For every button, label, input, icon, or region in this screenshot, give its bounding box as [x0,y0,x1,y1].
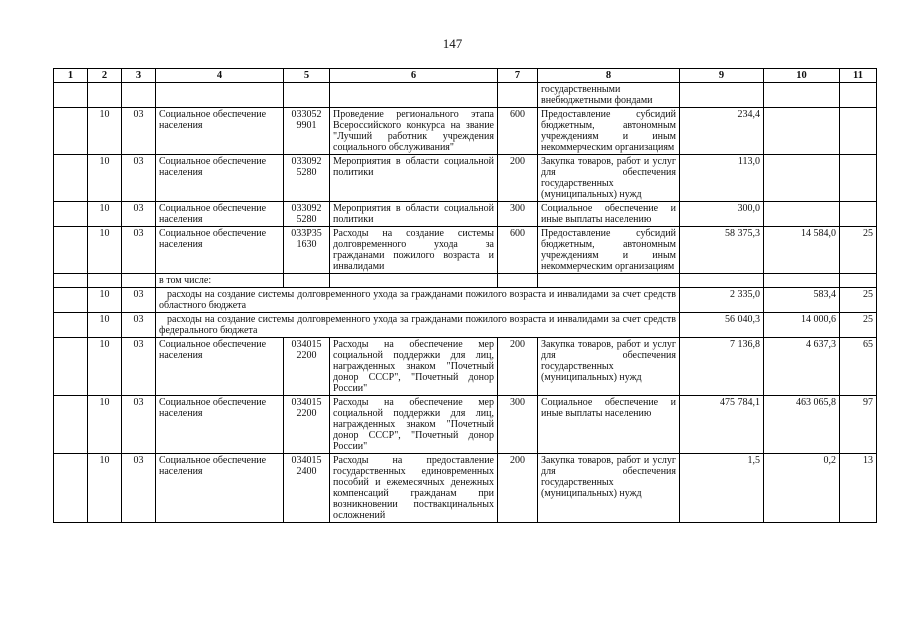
cell-subsection: 03 [122,454,156,523]
cell-amount-2 [764,108,840,155]
col-header-1: 1 [54,69,88,83]
cell-section: 10 [88,313,122,338]
cell-target-code: 033052 9901 [284,108,330,155]
col-header-7: 7 [498,69,538,83]
cell-amount: 1,5 [680,454,764,523]
including-label: в том числе: [156,274,284,288]
table-row-sub [54,288,877,313]
cell-expense-type: государственными внебюджетными фондами [538,83,680,108]
col-header-6: 6 [330,69,498,83]
cell-subsection: 03 [122,338,156,396]
cell-section-name: Социальное обеспечение населения [156,227,284,274]
cell-amount: 234,4 [680,108,764,155]
cell-expense-type: Закупка товаров, работ и услуг для обеспечения государственных (муниципальных) нужд [538,454,680,523]
cell-section-name: Социальное обеспечение населения [156,155,284,202]
cell-expense-type: Социальное обеспечение и иные выплаты населению [538,396,680,454]
cell-amount: 300,0 [680,202,764,227]
cell-amount: 475 784,1 [680,396,764,454]
page-number: 147 [442,36,463,51]
cell-expense-type: Закупка товаров, работ и услуг для обеспечения государственных (муниципальных) нужд [538,155,680,202]
cell-section-name: Социальное обеспечение населения [156,338,284,396]
cell-section: 10 [88,108,122,155]
cell-percent [840,155,877,202]
table-row-continuation [54,83,877,108]
cell-target-code: 033092 5280 [284,155,330,202]
cell-subsection: 03 [122,288,156,313]
cell-percent: 97 [840,396,877,454]
table-row-including [54,274,877,288]
cell-amount: 7 136,8 [680,338,764,396]
cell-section: 10 [88,288,122,313]
cell-expense-type: Закупка товаров, работ и услуг для обеспечения государственных (муниципальных) нужд [538,338,680,396]
cell-amount-2: 583,4 [764,288,840,313]
cell-section: 10 [88,338,122,396]
cell-subsection: 03 [122,108,156,155]
cell-section: 10 [88,202,122,227]
cell-expense-type: Социальное обеспечение и иные выплаты населению [538,202,680,227]
col-header-3: 3 [122,69,156,83]
cell-subsection: 03 [122,396,156,454]
cell-subsection: 03 [122,313,156,338]
cell-target-code: 034015 2200 [284,396,330,454]
cell-percent [840,108,877,155]
cell-target-name: Мероприятия в области социальной политики [330,202,498,227]
col-header-11: 11 [840,69,877,83]
cell-amount: 2 335,0 [680,288,764,313]
cell-amount: 113,0 [680,155,764,202]
cell-target-name: Расходы на предоставление государственных единовременных пособий и ежемесячных денежных компенсаций гражданам при возникновении поствакцинальных осложнений [330,454,498,523]
cell-section-name: Социальное обеспечение населения [156,202,284,227]
cell-percent: 25 [840,313,877,338]
cell-amount-2: 463 065,8 [764,396,840,454]
cell-amount-2 [764,155,840,202]
table-row-sub [54,313,877,338]
table-row [54,108,877,155]
col-header-2: 2 [88,69,122,83]
table-row [54,454,877,523]
cell-subsection: 03 [122,227,156,274]
cell-target-code: 034015 2200 [284,338,330,396]
cell-amount-2: 4 637,3 [764,338,840,396]
budget-table [53,68,877,523]
cell-section-name: Социальное обеспечение населения [156,108,284,155]
cell-target-code: 033P35 1630 [284,227,330,274]
table-row [54,227,877,274]
cell-subsection: 03 [122,202,156,227]
cell-amount: 58 375,3 [680,227,764,274]
cell-sub-description: расходы на создание системы долговременного ухода за гражданами пожилого возраста и инвалидами за счет средств областного бюджета [156,288,680,313]
cell-amount-2: 14 000,6 [764,313,840,338]
cell-subsection: 03 [122,155,156,202]
col-header-4: 4 [156,69,284,83]
cell-target-name: Расходы на обеспечение мер социальной поддержки для лиц, награжденных знаком "Почетный донор СССР", "Почетный донор России" [330,338,498,396]
cell-expense-code: 200 [498,155,538,202]
cell-target-code: 033092 5280 [284,202,330,227]
cell-expense-type: Предоставление субсидий бюджетным, автономным учреждениям и иным некоммерческим организациям [538,108,680,155]
cell-target-name: Мероприятия в области социальной политики [330,155,498,202]
cell-sub-description: расходы на создание системы долговременного ухода за гражданами пожилого возраста и инвалидами за счет средств федерального бюджета [156,313,680,338]
cell-amount: 56 040,3 [680,313,764,338]
cell-expense-code: 600 [498,108,538,155]
cell-percent: 65 [840,338,877,396]
cell-expense-type: Предоставление субсидий бюджетным, автономным учреждениям и иным некоммерческим организациям [538,227,680,274]
cell-target-name: Проведение регионального этапа Всероссийского конкурса на звание "Лучший работник учреждения социального обслуживания" [330,108,498,155]
col-header-10: 10 [764,69,840,83]
cell-percent: 25 [840,227,877,274]
col-header-9: 9 [680,69,764,83]
cell-amount-2: 0,2 [764,454,840,523]
cell-amount-2 [764,202,840,227]
cell-target-code: 034015 2400 [284,454,330,523]
table-row [54,338,877,396]
cell-expense-code: 600 [498,227,538,274]
cell-percent: 13 [840,454,877,523]
cell-percent [840,202,877,227]
cell-section: 10 [88,155,122,202]
cell-amount-2: 14 584,0 [764,227,840,274]
table-row [54,202,877,227]
col-header-8: 8 [538,69,680,83]
cell-target-name: Расходы на обеспечение мер социальной поддержки для лиц, награжденных знаком "Почетный донор СССР", "Почетный донор России" [330,396,498,454]
col-header-5: 5 [284,69,330,83]
cell-percent: 25 [840,288,877,313]
cell-section: 10 [88,227,122,274]
cell-section-name: Социальное обеспечение населения [156,454,284,523]
cell-expense-code: 200 [498,454,538,523]
cell-section-name: Социальное обеспечение населения [156,396,284,454]
header-row [54,69,877,83]
cell-expense-code: 300 [498,396,538,454]
cell-section: 10 [88,396,122,454]
cell-target-name: Расходы на создание системы долговременного ухода за гражданами пожилого возраста и инвалидами [330,227,498,274]
cell-expense-code: 200 [498,338,538,396]
table-row [54,396,877,454]
cell-section: 10 [88,454,122,523]
cell-expense-code: 300 [498,202,538,227]
table-row [54,155,877,202]
